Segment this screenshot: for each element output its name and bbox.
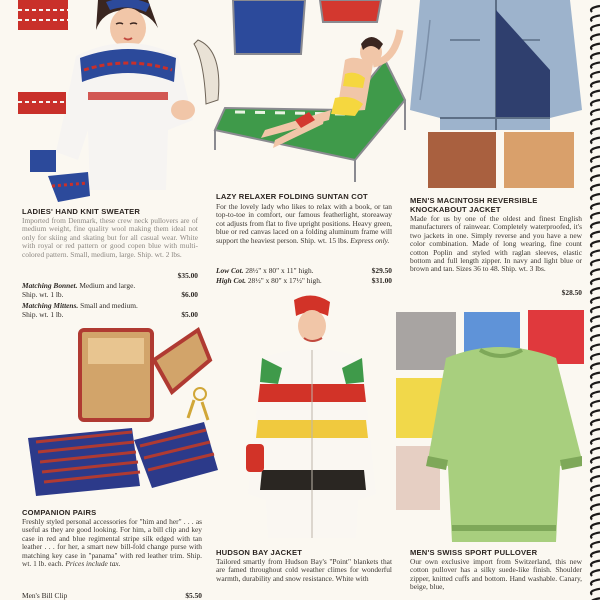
- low-cot-line: [216, 267, 392, 275]
- spiral-ring: [591, 260, 600, 266]
- spiral-ring: [591, 62, 600, 68]
- cot-description: [216, 203, 392, 245]
- spiral-ring: [591, 316, 600, 322]
- spiral-ring: [591, 100, 600, 106]
- spiral-ring: [591, 185, 600, 191]
- bill-clip-label: Men's Bill Clip: [22, 591, 68, 600]
- spiral-ring: [591, 514, 600, 520]
- knit-sweater-illustration: [18, 0, 223, 205]
- macintosh-jacket-illustration: [410, 0, 582, 130]
- spiral-ring: [591, 15, 600, 21]
- spiral-ring: [591, 410, 600, 416]
- spiral-ring: [591, 373, 600, 379]
- spiral-ring: [591, 448, 600, 454]
- spiral-ring: [591, 175, 600, 181]
- spiral-ring: [591, 53, 600, 59]
- hudson-bay-jacket-illustration: [232, 294, 392, 540]
- spiral-ring: [591, 476, 600, 482]
- spiral-ring: [591, 354, 600, 360]
- spiral-ring: [591, 222, 600, 228]
- jacket-price-line: [410, 289, 582, 297]
- high-cot-line: [216, 277, 392, 285]
- sweater-title: LADIES' HAND KNIT SWEATER: [22, 207, 141, 216]
- spiral-ring: [591, 429, 600, 435]
- spiral-ring: [591, 542, 600, 548]
- high-cot-price: $31.00: [371, 276, 392, 285]
- spiral-ring: [591, 579, 600, 585]
- bonnet-ship: Ship. wt. 1 lb.: [22, 290, 64, 299]
- spiral-ring: [591, 532, 600, 538]
- mittens-price: $5.00: [181, 310, 198, 319]
- spiral-binding: [586, 0, 600, 600]
- spiral-ring: [591, 551, 600, 557]
- spiral-ring: [591, 401, 600, 407]
- bill-clip-price: $5.50: [185, 591, 202, 600]
- sweater-price-line: [22, 272, 198, 280]
- brown-tan-swatches: [428, 130, 578, 192]
- spiral-ring: [591, 523, 600, 529]
- low-cot-price: $29.50: [371, 266, 392, 275]
- spiral-ring: [591, 382, 600, 388]
- sweater-price: $35.00: [177, 271, 198, 280]
- spiral-ring: [591, 213, 600, 219]
- bonnet-label: Matching Bonnet.: [22, 281, 78, 290]
- spiral-ring: [591, 297, 600, 303]
- spiral-ring: [591, 269, 600, 275]
- spiral-ring: [591, 326, 600, 332]
- spiral-ring: [591, 232, 600, 238]
- spiral-ring: [591, 6, 600, 12]
- spiral-ring: [591, 203, 600, 209]
- spiral-ring: [591, 128, 600, 134]
- spiral-ring: [591, 570, 600, 576]
- bill-clip-line: [22, 592, 202, 600]
- bonnet-text: Medium and large.: [79, 281, 136, 290]
- spiral-ring: [591, 391, 600, 397]
- high-cot-label: High Cot.: [216, 276, 246, 285]
- hudson-description: Tailored smartly from Hudson Bay's "Point" blankets that are famed throughout cold weather climes for wonderful warmth, durability and snow resistance. White with: [216, 557, 392, 583]
- spiral-ring: [591, 241, 600, 247]
- mittens-ship-line: [22, 311, 198, 319]
- spiral-ring: [591, 25, 600, 31]
- mittens-label: Matching Mittens.: [22, 301, 79, 310]
- pullover-description: Our own exclusive import from Switzerland, this new cotton pullover has a silky suede-like finish. Shoulder zipper, knitted cuffs and bottom. Hand washable. Canary, beige, blue,: [410, 557, 582, 592]
- spiral-ring: [591, 166, 600, 172]
- spiral-ring: [591, 147, 600, 153]
- cot-express: Express only.: [350, 235, 390, 245]
- spiral-ring: [591, 250, 600, 256]
- spiral-ring: [591, 91, 600, 97]
- jacket-title-line2: KNOCKABOUT JACKET: [410, 205, 501, 214]
- spiral-ring: [591, 156, 600, 162]
- spiral-ring: [591, 44, 600, 50]
- spiral-ring: [591, 279, 600, 285]
- cot-body: For the lovely lady who likes to relax with a book, or tan top-to-toe in comfort, our famous featherlight, storeaway cot adjusts from flat to five upright positions. Heavy green, blue or red canvas laced on a folding aluminum frame will support the heaviest person. Ship. wt. 15 lbs.: [216, 202, 392, 245]
- companion-pairs-illustration: [22, 320, 222, 505]
- swiss-pullover-illustration: [396, 310, 586, 546]
- companion-title: COMPANION PAIRS: [22, 508, 97, 517]
- spiral-ring: [591, 457, 600, 463]
- jacket-description: Made for us by one of the oldest and finest English manufacturers of rainwear. Completely waterproofed, it's two jackets in one. Simply reverse and you have a new color combination. Made of long wearing, fine count cotton Poplin and styled with raglan sleeves, elastic bottom and full length zipper. In navy and light blue or brown and tan. Sizes 36 to 48. Ship. wt. 3 lbs.: [410, 214, 582, 274]
- spiral-ring: [591, 72, 600, 78]
- suntan-cot-illustration: [205, 0, 410, 190]
- spiral-ring: [591, 34, 600, 40]
- spiral-ring: [591, 363, 600, 369]
- spiral-ring: [591, 495, 600, 501]
- spiral-ring: [591, 307, 600, 313]
- sweater-description: Imported from Denmark, these crew neck pullovers are of medium weight, fine quality wool making them ideal not only for skiing and skating but for all casual wear. White with royal or red pattern or good copen blue with multi-colored pattern. Small, medium, large. Ship. wt. 2 lbs.: [22, 216, 198, 259]
- bonnet-price: $6.00: [181, 290, 198, 299]
- companion-tax: Prices include tax.: [65, 559, 121, 569]
- low-cot-label: Low Cot.: [216, 266, 244, 275]
- spiral-ring: [591, 109, 600, 115]
- pullover-title: MEN'S SWISS SPORT PULLOVER: [410, 548, 538, 557]
- mittens-text: Small and medium.: [80, 301, 138, 310]
- jacket-price: $28.50: [561, 288, 582, 297]
- companion-description: [22, 518, 202, 568]
- spiral-ring: [591, 288, 600, 294]
- bonnet-ship-line: [22, 291, 198, 299]
- spiral-ring: [591, 81, 600, 87]
- spiral-ring: [591, 138, 600, 144]
- spiral-ring: [591, 194, 600, 200]
- low-cot-dims: 28½" x 80" x 11" high.: [245, 266, 314, 275]
- spiral-ring: [591, 420, 600, 426]
- spiral-ring: [591, 561, 600, 567]
- spiral-ring: [591, 119, 600, 125]
- mittens-ship: Ship. wt. 1 lb.: [22, 310, 64, 319]
- companion-body: Freshly styled personal accessories for "him and her" . . . as useful as they are good looking. For him, a bill clip and key case in red and blue regimental stripe silk edged with tan leather . . . for her, a smart new bill-fold change purse with matching key case in "panama" with red leather trim. Ship. wt. 1 lb. each.: [22, 517, 202, 569]
- jacket-title-line1: MEN'S MACINTOSH REVERSIBLE: [410, 196, 538, 205]
- spiral-ring: [591, 485, 600, 491]
- spiral-ring: [591, 589, 600, 595]
- spiral-ring: [591, 335, 600, 341]
- spiral-ring: [591, 467, 600, 473]
- spiral-ring: [591, 438, 600, 444]
- hudson-title: HUDSON BAY JACKET: [216, 548, 303, 557]
- high-cot-dims: 28½" x 80" x 17½" high.: [247, 276, 322, 285]
- spiral-ring: [591, 504, 600, 510]
- cot-title: LAZY RELAXER FOLDING SUNTAN COT: [216, 192, 368, 201]
- spiral-ring: [591, 344, 600, 350]
